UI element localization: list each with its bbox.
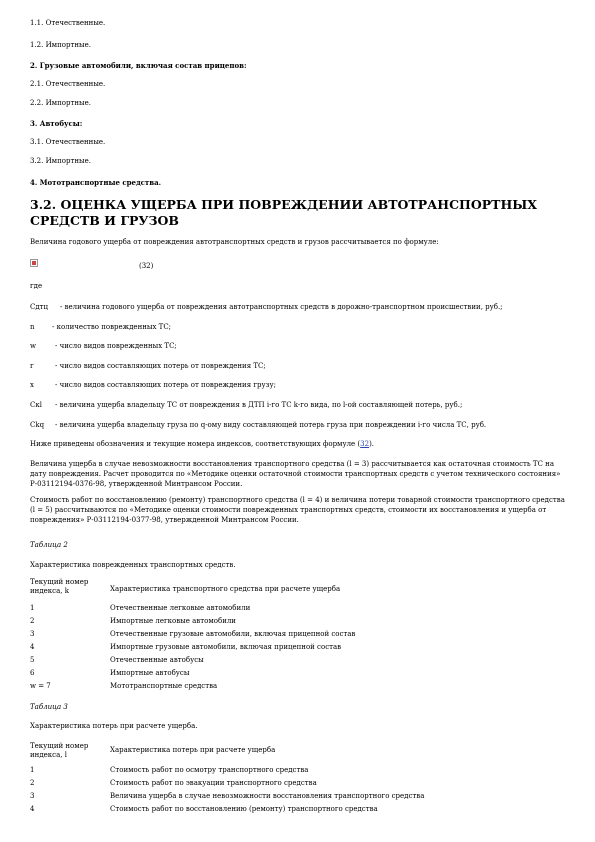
def-text: - величина годового ущерба от повреждения автотранспортных средств в дорожно-транспортном происшествии, руб.; xyxy=(60,303,503,311)
table-cell: 3 xyxy=(30,630,35,638)
table-cell: Стоимость работ по восстановлению (ремонту) транспортного средства xyxy=(110,805,378,813)
table-cell: Отечественные автобусы xyxy=(110,656,204,664)
table-cell: 2 xyxy=(30,617,35,625)
def-text: - число видов поврежденных ТС; xyxy=(55,342,177,350)
formula-number: (32) xyxy=(139,262,154,270)
table-header-row xyxy=(30,742,424,760)
loss-types-table xyxy=(30,742,424,814)
table-cell: Отечественные грузовые автомобили, включая прицепной состав xyxy=(110,630,356,638)
table-cell: 6 xyxy=(30,669,35,677)
list-item: 2. Грузовые автомобили, включая состав прицепов: xyxy=(30,61,247,70)
def-text: - количество поврежденных ТС; xyxy=(52,323,172,331)
list-item: 3. Автобусы: xyxy=(30,119,83,128)
table-row xyxy=(30,792,424,801)
def-symbol: x xyxy=(30,381,34,389)
table-label: Таблица 2 xyxy=(30,541,68,549)
table-row xyxy=(30,766,424,775)
table-caption: Характеристика поврежденных транспортных средств. xyxy=(30,561,236,569)
def-text: - величина ущерба владельцу груза по q-ому виду составляющей потерь груза при повреждении i-го числа ТС, руб. xyxy=(55,421,487,429)
def-symbol: Скl xyxy=(30,401,42,409)
table-cell: Мототранспортные средства xyxy=(110,682,218,690)
list-item: 4. Мототранспортные средства. xyxy=(30,178,162,187)
table-header-cell: Текущий номер индекса, l xyxy=(30,742,89,759)
table-row xyxy=(30,630,355,639)
table-cell: Импортные грузовые автомобили, включая прицепной состав xyxy=(110,643,342,651)
table-cell: Стоимость работ по эвакуации транспортного средства xyxy=(110,779,317,787)
table-header-cell: Характеристика транспортного средства при расчете ущерба xyxy=(110,585,341,593)
paragraph-repair-cost: Стоимость работ по восстановлению (ремонту) транспортного средства (l = 4) и величина потери товарной стоимости транспортного средства (l = 5) рассчитываются по «Методике оценки стоимости поврежденных транспортных средств, стоимости их восстановления и ущерба от повреждения» Р-03112194-0377-98, утвержденной Минтрансом России. xyxy=(30,496,565,524)
table-cell: 4 xyxy=(30,643,35,651)
table-row xyxy=(30,669,355,678)
table-row xyxy=(30,643,355,652)
list-item: 2.1. Отечественные. xyxy=(30,80,106,88)
table-header-cell: Характеристика потерь при расчете ущерба xyxy=(110,746,276,754)
list-item: 1.1. Отечественные. xyxy=(30,19,106,27)
intro-paragraph: Величина годового ущерба от повреждения автотранспортных средств и грузов рассчитывается по формуле: xyxy=(30,238,439,246)
list-item: 2.2. Импортные. xyxy=(30,99,91,107)
table-row xyxy=(30,656,355,665)
paragraph-residual-value: Величина ущерба в случае невозможности восстановления транспортного средства (l = 3) рассчитывается как остаточная стоимость ТС на дату повреждения. Расчет проводится по «Методике оценки остаточной стоимости транспортных средств с учетом технического состояния» Р-03112194-0376-98, утвержденной Минтрансом России. xyxy=(30,460,561,488)
table-row xyxy=(30,682,355,691)
note-line xyxy=(30,440,374,449)
def-text: - число видов составляющих потерь от повреждения ТС; xyxy=(55,362,266,370)
table-row xyxy=(30,604,355,613)
list-item: 3.2. Импортные. xyxy=(30,157,91,165)
def-symbol: w xyxy=(30,342,36,350)
table-cell: Стоимость работ по осмотру транспортного средства xyxy=(110,766,309,774)
table-cell: 3 xyxy=(30,792,35,800)
formula-link[interactable]: 32 xyxy=(360,440,370,448)
def-symbol: n xyxy=(30,323,35,331)
section-heading: 3.2. ОЦЕНКА УЩЕРБА ПРИ ПОВРЕЖДЕНИИ АВТОТРАНСПОРТНЫХ СРЕДСТВ И ГРУЗОВ xyxy=(30,197,537,228)
table-cell: Отечественные легковые автомобили xyxy=(110,604,251,612)
table-cell: Импортные автобусы xyxy=(110,669,190,677)
note-end: ). xyxy=(369,440,375,448)
def-symbol: Сдтц xyxy=(30,303,49,311)
table-caption: Характеристика потерь при расчете ущерба. xyxy=(30,722,198,730)
table-header-row xyxy=(30,578,355,596)
table-row xyxy=(30,779,424,788)
def-symbol: Сkq xyxy=(30,421,45,429)
table-cell: Импортные легковые автомобили xyxy=(110,617,236,625)
table-label: Таблица 3 xyxy=(30,703,68,711)
table-cell: Величина ущерба в случае невозможности восстановления транспортного средства xyxy=(110,792,425,800)
vehicle-types-table xyxy=(30,578,355,691)
where-label: где xyxy=(30,282,43,290)
table-cell: 2 xyxy=(30,779,35,787)
def-text: - число видов составляющих потерь от повреждения грузу; xyxy=(55,381,276,389)
table-cell: w = 7 xyxy=(30,682,51,690)
table-row xyxy=(30,805,424,814)
table-cell: 5 xyxy=(30,656,35,664)
table-header-cell: Текущий номер индекса, k xyxy=(30,578,89,595)
table-cell: 1 xyxy=(30,604,35,612)
broken-image-icon xyxy=(30,259,38,267)
table-row xyxy=(30,617,355,626)
def-text: - величина ущерба владельцу ТС от повреждения в ДТП i-го ТС k-го вида, по l-ой составляющей потерь, руб.; xyxy=(55,401,463,409)
list-item: 3.1. Отечественные. xyxy=(30,138,106,146)
table-cell: 4 xyxy=(30,805,35,813)
table-cell: 1 xyxy=(30,766,35,774)
def-symbol: r xyxy=(30,362,34,370)
note-text: Ниже приведены обозначения и текущие номера индексов, соответствующих формуле ( xyxy=(30,440,361,448)
list-item: 1.2. Импортные. xyxy=(30,41,91,49)
